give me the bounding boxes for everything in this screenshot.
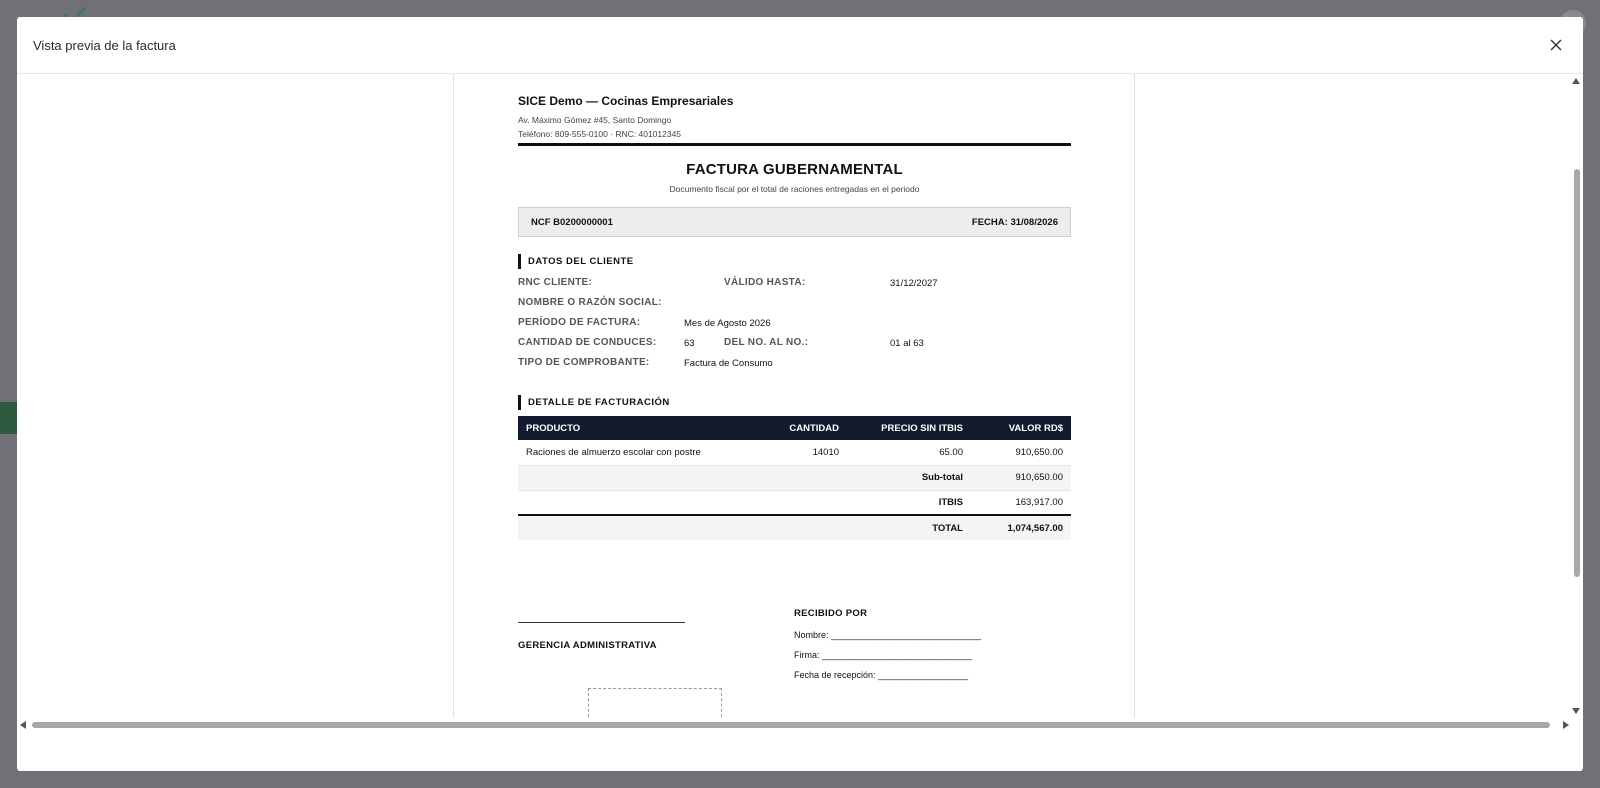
itbis-row xyxy=(518,490,1071,515)
col-price: PRECIO SIN ITBIS xyxy=(847,416,971,440)
close-icon xyxy=(1550,39,1562,51)
table-header-row xyxy=(518,416,1071,440)
rnc-label: RNC CLIENTE: xyxy=(518,277,593,288)
invoice-title: FACTURA GUBERNAMENTAL xyxy=(686,161,903,178)
scroll-up-arrow-icon[interactable] xyxy=(1572,78,1580,84)
count-value: 63 xyxy=(684,338,695,349)
col-value: VALOR RD$ xyxy=(971,416,1071,440)
section-marker xyxy=(518,395,521,410)
billing-table xyxy=(518,416,1071,540)
row-product: Raciones de almuerzo escolar con postre xyxy=(518,440,773,465)
range-label: DEL NO. AL NO.: xyxy=(724,337,809,348)
vertical-scrollbar[interactable] xyxy=(1569,74,1583,718)
row-value: 910,650.00 xyxy=(971,440,1071,465)
invoice-subtitle: Documento fiscal por el total de raciones entregadas en el periodo xyxy=(669,184,920,194)
count-label: CANTIDAD DE CONDUCES: xyxy=(518,337,657,348)
received-sign-field: Firma: ______________________________ xyxy=(794,650,973,660)
valid-until-value: 31/12/2027 xyxy=(890,278,938,289)
invoice-sheet xyxy=(453,74,1135,718)
received-date-field: Fecha de recepción: __________________ xyxy=(794,670,969,680)
row-quantity: 14010 xyxy=(773,440,847,465)
ncf-number: NCF B0200000001 xyxy=(531,216,613,228)
valid-until-label: VÁLIDO HASTA: xyxy=(724,277,806,288)
total-value: 1,074,567.00 xyxy=(971,515,1071,540)
range-value: 01 al 63 xyxy=(890,338,924,349)
col-quantity: CANTIDAD xyxy=(773,416,847,440)
subtotal-row xyxy=(518,465,1071,490)
invoice-document xyxy=(518,94,1071,718)
name-label: NOMBRE O RAZÓN SOCIAL: xyxy=(518,297,662,308)
scroll-down-arrow-icon[interactable] xyxy=(1572,708,1580,714)
management-label: GERENCIA ADMINISTRATIVA xyxy=(518,640,657,651)
subtotal-value: 910,650.00 xyxy=(971,465,1071,490)
itbis-label: ITBIS xyxy=(847,490,971,515)
client-section-label: DATOS DEL CLIENTE xyxy=(528,256,634,267)
type-label: TIPO DE COMPROBANTE: xyxy=(518,357,650,368)
company-contact: Teléfono: 809-555-0100 · RNC: 401012345 xyxy=(518,129,682,139)
modal-header xyxy=(17,17,1583,74)
received-by-title: RECIBIDO POR xyxy=(794,608,868,619)
period-value: Mes de Agosto 2026 xyxy=(684,318,771,329)
subtotal-label: Sub-total xyxy=(847,465,971,490)
header-divider xyxy=(518,143,1071,146)
itbis-value: 163,917.00 xyxy=(971,490,1071,515)
ncf-box xyxy=(518,207,1071,237)
close-button[interactable] xyxy=(1545,34,1567,56)
type-value: Factura de Consumo xyxy=(684,358,773,369)
modal-title: Vista previa de la factura xyxy=(33,37,176,53)
row-price: 65.00 xyxy=(847,440,971,465)
section-marker xyxy=(518,254,521,269)
horizontal-scrollbar[interactable] xyxy=(17,718,1583,732)
scroll-left-arrow-icon[interactable] xyxy=(20,721,26,729)
company-address: Av. Máximo Gómez #45, Santo Domingo xyxy=(518,115,672,125)
billing-section-title xyxy=(518,395,1071,410)
invoice-date: FECHA: 31/08/2026 xyxy=(971,216,1058,228)
preview-viewport[interactable] xyxy=(17,74,1583,718)
client-details xyxy=(518,277,1071,395)
period-label: PERÍODO DE FACTURA: xyxy=(518,317,641,328)
invoice-preview-modal xyxy=(17,17,1583,771)
total-label: TOTAL xyxy=(847,515,971,540)
col-product: PRODUCTO xyxy=(518,416,773,440)
table-row xyxy=(518,440,1071,465)
signature-area xyxy=(518,554,1071,718)
billing-section-label: DETALLE DE FACTURACIÓN xyxy=(528,397,670,408)
horizontal-scroll-thumb[interactable] xyxy=(32,722,1550,728)
signature-line xyxy=(518,622,685,623)
received-name-field: Nombre: ______________________________ xyxy=(794,630,982,640)
vertical-scroll-thumb[interactable] xyxy=(1574,169,1580,577)
company-name: SICE Demo — Cocinas Empresariales xyxy=(518,94,734,108)
client-section-title xyxy=(518,254,1071,269)
background-sidebar-highlight xyxy=(0,402,18,434)
total-row xyxy=(518,515,1071,540)
scroll-right-arrow-icon[interactable] xyxy=(1563,721,1569,729)
stamp-box xyxy=(588,688,722,718)
